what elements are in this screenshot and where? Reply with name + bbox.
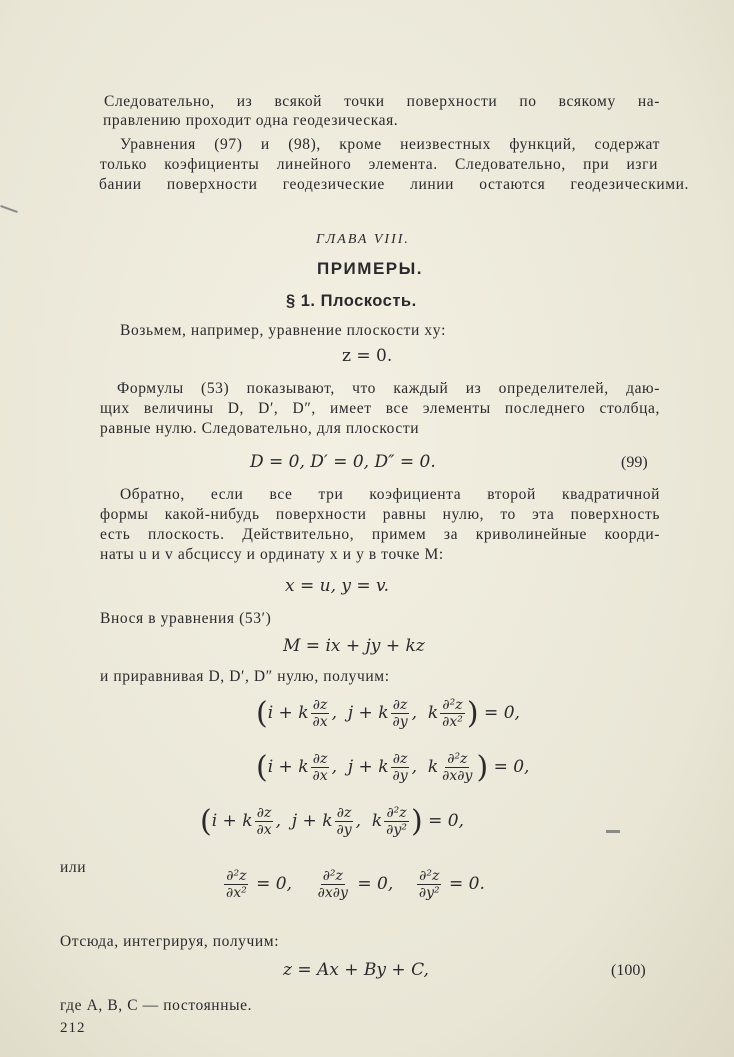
paragraph-line: есть плоскость. Действительно, примем за криволинейные коорди- [100,526,660,543]
paragraph-line: Уравнения (97) и (98), кроме неизвестных функций, содержат [120,136,660,153]
paragraph-line: и приравнивая D, D′, D″ нулю, получим: [100,668,390,685]
determinant-row: (i + k $\frac{\partial z}{\partial x}$ , j + k $\frac{\partial z}{\partial y}$ , k $\frac{\text{∂²z}}{\partial x\partial y}$ ) = 0, [256,750,530,785]
paragraph-line: Следовательно, из всякой точки поверхности по всякому на- [104,93,660,110]
second-derivatives: $\frac{\text{∂²z}}{\text{∂x²}}$ = 0, $\frac{\text{∂²z}}{\partial x\partial y}$ = 0, $\frac{\text{∂²z}}{\text{∂y²}}$ = 0. [226,868,485,901]
equation-number: (100) [611,962,646,979]
paragraph-line: правлению проходит одна геодезическая. [103,112,399,129]
paragraph-line: Внося в уравнения (53′) [100,610,272,627]
determinant-row: (i + k $\frac{\partial z}{\partial x}$ , j + k $\frac{\partial z}{\partial y}$ , k $\frac{\text{∂²z}}{\text{∂x²}}$ ) = 0, [256,696,520,731]
paragraph-line: Формулы (53) показывают, что каждый из определителей, даю- [117,380,660,397]
paragraph-line: наты u и v абсциссу и ординату x и y в точке M: [100,546,444,563]
paragraph-line: формы какой-нибудь поверхности равны нулю, то эта поверхность [100,506,660,523]
paragraph-line: только коэфициенты линейного элемента. Следовательно, при изги [100,156,658,173]
equation-number: (99) [621,454,648,471]
paragraph-line: или [60,859,87,876]
paragraph-line: Обратно, если все три коэфициента второй квадратичной [120,486,660,503]
determinant-row: (i + k $\frac{\partial z}{\partial x}$ , j + k $\frac{\partial z}{\partial y}$ , k $\frac{\text{∂²z}}{\text{∂y²}}$ ) = 0, [200,804,464,839]
equation-99: D = 0, D′ = 0, D″ = 0. [250,452,436,472]
page-number: 212 [60,1020,86,1036]
paragraph-line: бании поверхности геодезические линии остаются геодезическими. [99,176,689,193]
equation-uv: x = u, y = v. [285,576,390,596]
paragraph-line: Отсюда, интегрируя, получим: [60,933,280,950]
paragraph-line: где A, B, C — постоянные. [60,997,253,1014]
paragraph-line: Возьмем, например, уравнение плоскости xy: [120,322,446,339]
paragraph-line: равные нулю. Следовательно, для плоскости [100,420,420,437]
page-mark [606,830,620,833]
chapter-title: ПРИМЕРЫ. [317,259,423,278]
equation-M: M = ix + jy + kz [283,636,425,656]
page-mark [0,205,18,213]
equation-100: z = Ax + By + C, [283,960,429,980]
chapter-heading: ГЛАВА VIII. [316,232,410,247]
paragraph-line: щих величины D, D′, D″, имеет все элементы последнего столбца, [100,400,660,417]
equation-plane: z = 0. [342,346,393,366]
section-heading: § 1. Плоскость. [286,292,417,310]
